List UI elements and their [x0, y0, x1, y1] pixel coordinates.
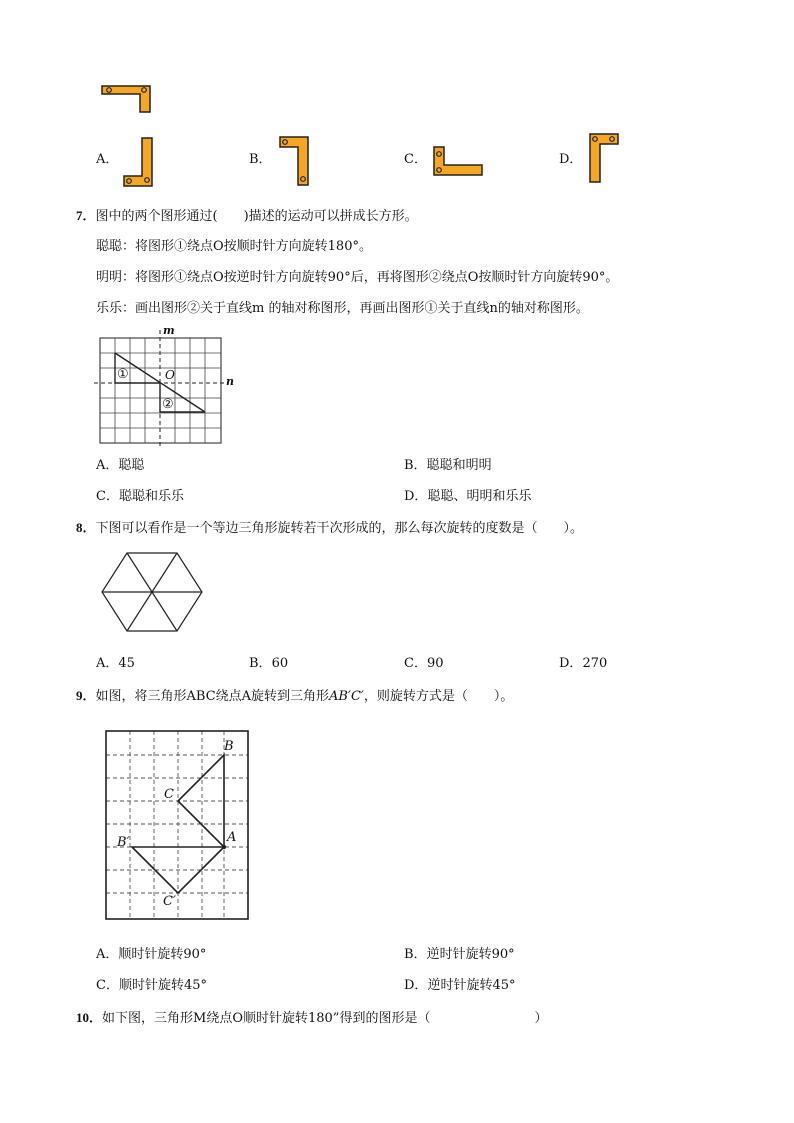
- q9-label-c-prime: C′: [163, 894, 176, 909]
- q9-number: 9．: [76, 688, 96, 703]
- q7-option-d-letter: D．: [404, 489, 428, 504]
- q7-option-c-letter: C．: [96, 489, 119, 504]
- q9-label-b-prime: B′: [117, 835, 130, 850]
- q7-label-m: m: [163, 324, 175, 337]
- q9-option-a[interactable]: [96, 948, 206, 961]
- q8-option-c-letter: C．: [404, 656, 427, 671]
- q9-option-c-text: 顺时针旋转45°: [118, 978, 207, 993]
- q8-option-c[interactable]: [404, 657, 444, 670]
- q7-stem-row: [76, 209, 418, 223]
- q6-option-a-label[interactable]: A．: [96, 152, 119, 167]
- q9-option-b[interactable]: [404, 948, 515, 961]
- q7-label-o: O: [165, 368, 175, 382]
- q9-option-d-text: 逆时针旋转45°: [427, 978, 516, 993]
- q7-number: 7．: [76, 208, 96, 223]
- q7-option-a-text: 聪聪: [118, 458, 145, 473]
- q9-label-c: C: [164, 787, 174, 802]
- q6-original-shape: [100, 84, 152, 114]
- q9-option-d[interactable]: [404, 979, 515, 992]
- q10-stem: 如下图，三角形M绕点O顺时针旋转180”得到的图形是（ ）: [102, 1011, 548, 1026]
- q7-line-3: 乐乐：画出图形②关于直线m 的轴对称图形，再画出图形①关于直线n的轴对称图形。: [96, 301, 589, 316]
- q7-label-1: ①: [117, 367, 129, 382]
- q7-option-a[interactable]: [96, 459, 144, 472]
- q8-option-b[interactable]: [249, 657, 288, 670]
- q9-label-a: A: [227, 830, 237, 845]
- q6-option-c-shape[interactable]: [432, 145, 484, 177]
- q9-option-d-letter: D．: [404, 978, 428, 993]
- q8-hexagon-figure: [101, 550, 205, 634]
- q9-label-b: B: [224, 739, 234, 754]
- q7-label-n: n: [226, 375, 234, 388]
- q9-option-a-text: 顺时针旋转90°: [118, 947, 207, 962]
- q8-stem: 下图可以看作是一个等边三角形旋转若干次形成的，那么每次旋转的度数是（ ）。: [95, 521, 584, 536]
- q8-option-a[interactable]: [96, 657, 135, 670]
- q6-option-d-label[interactable]: D．: [559, 152, 583, 167]
- q7-option-b-letter: B．: [404, 458, 427, 473]
- q6-option-c-label[interactable]: C．: [404, 152, 427, 167]
- q8-option-a-letter: A．: [96, 656, 119, 671]
- q8-stem-row: [76, 521, 583, 535]
- q7-option-c[interactable]: [96, 490, 184, 503]
- q9-stem-row: [76, 689, 513, 703]
- q10-stem-row: [76, 1011, 547, 1025]
- q7-option-b-text: 聪聪和明明: [426, 458, 492, 473]
- q6-option-d-shape[interactable]: [588, 132, 620, 184]
- q9-option-a-letter: A．: [96, 947, 119, 962]
- q9-option-b-text: 逆时针旋转90°: [426, 947, 515, 962]
- q8-option-d-letter: D．: [559, 656, 583, 671]
- q7-label-2: ②: [162, 397, 174, 412]
- q7-option-c-text: 聪聪和乐乐: [118, 489, 184, 504]
- q8-option-c-text: 90: [426, 656, 444, 671]
- q7-line-1: 聪聪：将图形①绕点O按顺时针方向旋转180°。: [96, 239, 372, 254]
- q7-option-d-text: 聪聪、明明和乐乐: [427, 489, 532, 504]
- q7-option-b[interactable]: [404, 459, 492, 472]
- q9-grid-figure: [104, 728, 250, 922]
- q6-option-b-label[interactable]: B．: [249, 152, 272, 167]
- q7-grid-figure: [90, 326, 240, 450]
- q7-stem: 图中的两个图形通过( )描述的运动可以拼成长方形。: [95, 209, 418, 224]
- q9-stem: 如图，将三角形ABC绕点A旋转到三角形: [95, 689, 330, 704]
- q8-number: 8．: [76, 520, 96, 535]
- q9-option-b-letter: B．: [404, 947, 427, 962]
- q8-option-a-text: 45: [118, 656, 135, 671]
- q8-option-d-text: 270: [582, 656, 608, 671]
- q9-stem-end: ，则旋转方式是（ ）。: [363, 689, 514, 704]
- q6-option-b-shape[interactable]: [278, 135, 310, 187]
- q9-option-c[interactable]: [96, 979, 207, 992]
- q7-option-a-letter: A．: [96, 458, 119, 473]
- q9-option-c-letter: C．: [96, 978, 119, 993]
- q10-number: 10．: [76, 1010, 103, 1025]
- q6-option-a-shape[interactable]: [122, 136, 154, 188]
- q8-option-b-letter: B．: [249, 656, 272, 671]
- q8-option-d[interactable]: [559, 657, 607, 670]
- q9-stem-math: AB′C′: [329, 689, 364, 704]
- q7-option-d[interactable]: [404, 490, 531, 503]
- q7-line-2: 明明：将图形①绕点O按逆时针方向旋转90°后，再将图形②绕点O按顺时针方向旋转90°。: [96, 270, 619, 285]
- q8-option-b-text: 60: [271, 656, 289, 671]
